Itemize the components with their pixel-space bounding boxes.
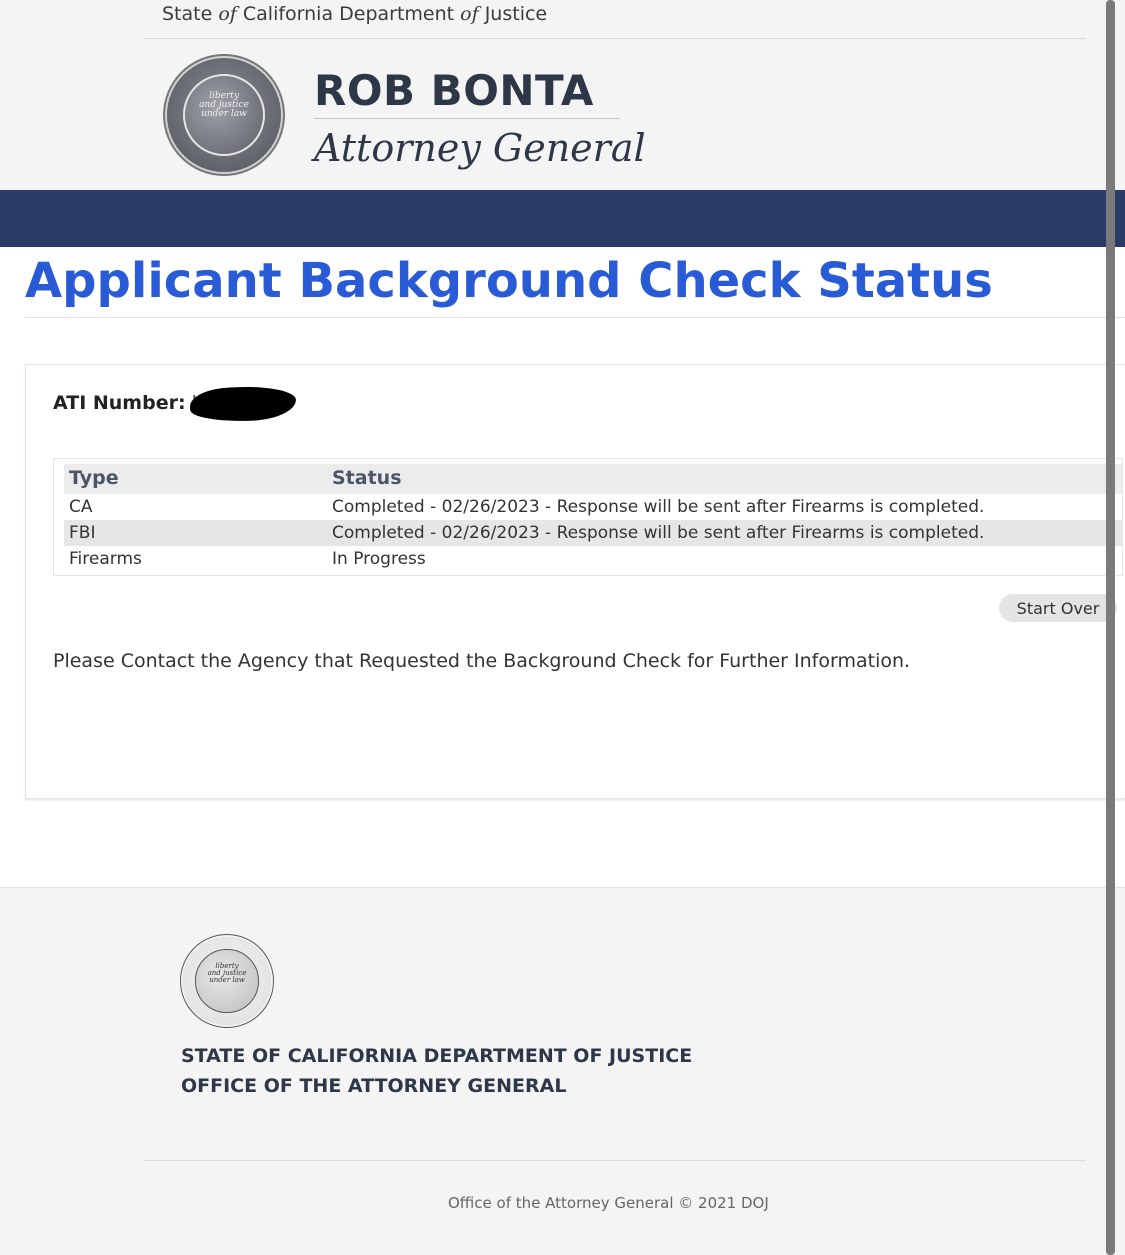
footer-line-department: STATE OF CALIFORNIA DEPARTMENT OF JUSTICE <box>181 1045 693 1067</box>
footer-department <box>181 1041 692 1101</box>
ati-number-label: ATI Number: <box>53 392 186 414</box>
start-over-button[interactable]: Start Over <box>999 594 1117 622</box>
page-title: Applicant Background Check Status <box>25 253 993 309</box>
redaction-mark <box>189 385 296 423</box>
page-scrollbar[interactable] <box>1106 0 1115 1255</box>
row-status: Completed - 02/26/2023 - Response will be sent after Firearms is completed. <box>332 523 985 543</box>
top-strip <box>143 0 1086 39</box>
main-content <box>0 247 1125 888</box>
row-type: FBI <box>69 523 96 543</box>
department-tagline: State of California Department of Justice <box>162 3 548 25</box>
table-row <box>64 520 1122 546</box>
row-status: Completed - 02/26/2023 - Response will be sent after Firearms is completed. <box>332 497 985 517</box>
table-header-row <box>64 464 1122 494</box>
table-row <box>64 546 1122 572</box>
column-header-type: Type <box>69 467 119 489</box>
doj-seal-logo[interactable]: liberty and justice under law <box>167 58 281 172</box>
attorney-general-name: ROB BONTA <box>314 66 594 115</box>
footer-divider <box>143 1160 1086 1161</box>
footer-seal-logo: liberty and justice under law <box>183 937 271 1025</box>
status-table <box>53 458 1123 576</box>
status-card <box>25 364 1125 799</box>
footer-line-office: OFFICE OF THE ATTORNEY GENERAL <box>181 1075 567 1097</box>
attorney-general-title: Attorney General <box>314 126 646 170</box>
table-row <box>64 494 1122 520</box>
row-type: Firearms <box>69 549 142 569</box>
row-type: CA <box>69 497 93 517</box>
row-status: In Progress <box>332 549 426 569</box>
navigation-band <box>0 190 1125 247</box>
column-header-status: Status <box>332 467 402 489</box>
title-divider <box>25 317 1125 318</box>
copyright-text: Office of the Attorney General © 2021 DOJ <box>448 1194 769 1212</box>
header-divider <box>314 118 620 119</box>
contact-notice: Please Contact the Agency that Requested the Background Check for Further Information. <box>53 650 911 672</box>
